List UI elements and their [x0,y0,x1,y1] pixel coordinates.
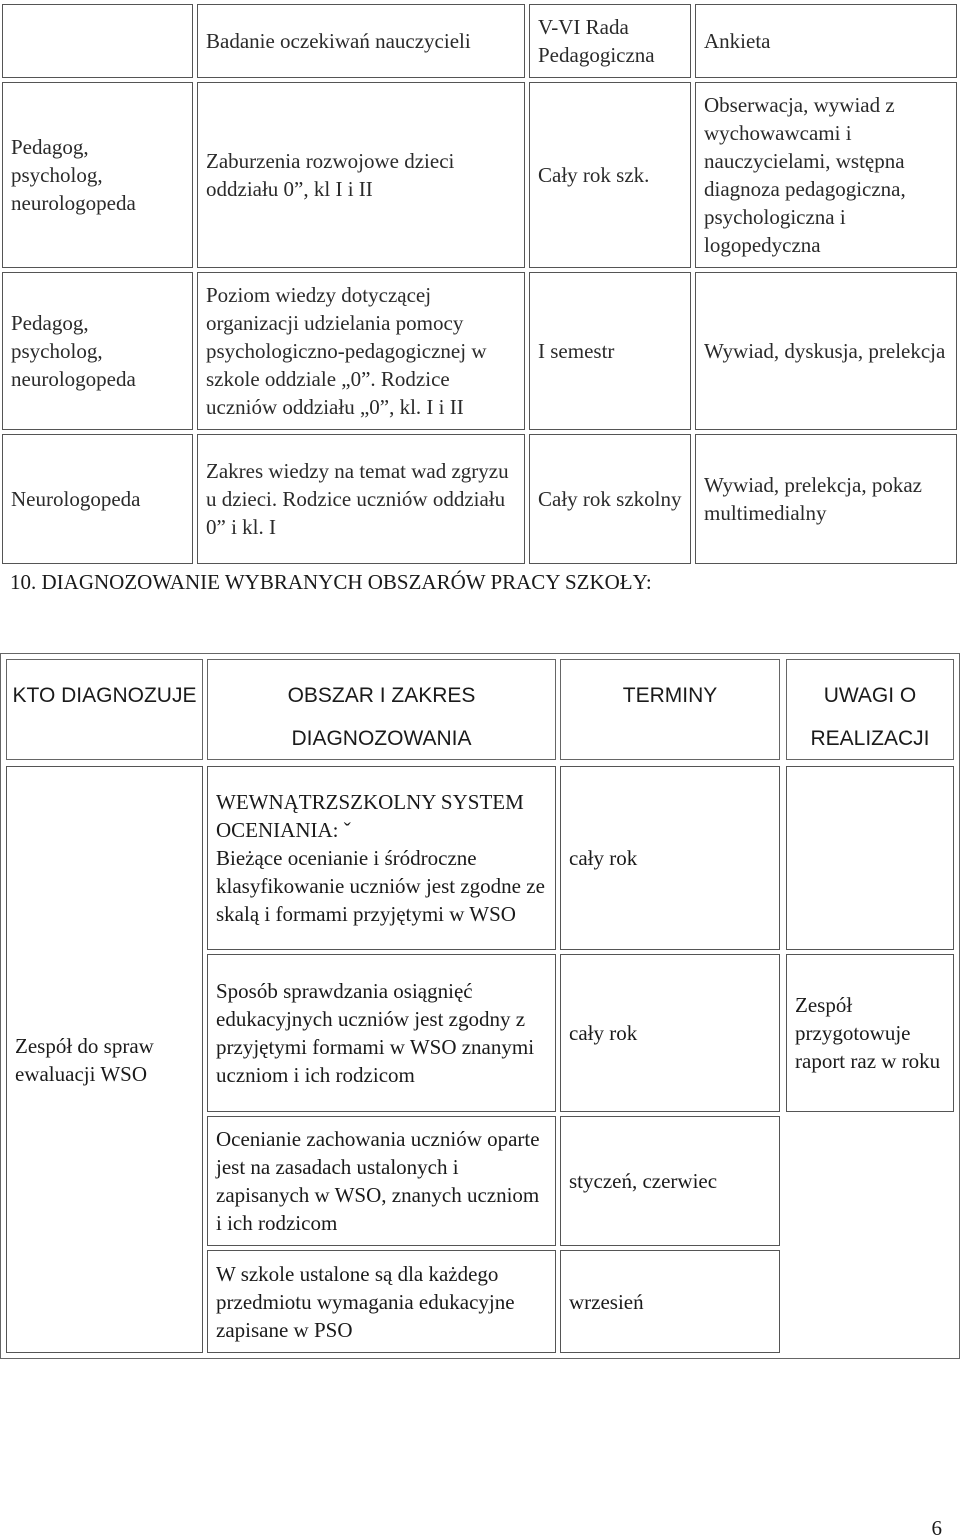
notes-cell-empty-top [786,766,954,950]
area-row-2: Sposób sprawdzania osiągnięć edukacyjnych uczniów jest zgodny z przyjętymi formami w WSO znanymi uczniom i ich rodzicom [207,954,556,1112]
notes-cell: Zespół przygotowuje raport raz w roku [786,954,954,1112]
top-row-1-term: V-VI Rada Pedagogiczna [529,4,691,78]
top-row-2-area: Zaburzenia rozwojowe dzieci oddziału 0”, kl I i II [197,82,525,268]
top-row-2-who: Pedagog, psycholog, neurologopeda [2,82,193,268]
top-row-3-term: I semestr [529,272,691,430]
header-term: TERMINY [560,659,780,760]
term-row-3: styczeń, czerwiec [560,1116,780,1246]
area-row-1 [207,766,556,950]
top-row-1-area: Badanie oczekiwań nauczycieli [197,4,525,78]
who-cell: Zespół do spraw ewaluacji WSO [6,766,203,1353]
top-row-4-area: Zakres wiedzy na temat wad zgryzu u dzieci. Rodzice uczniów oddziału 0” i kl. I [197,434,525,564]
section-heading: 10. DIAGNOZOWANIE WYBRANYCH OBSZARÓW PRACY SZKOŁY: [10,570,652,594]
header-notes: UWAGI O REALIZACJI [786,659,954,760]
top-row-4-who: Neurologopeda [2,434,193,564]
top-row-2-term: Cały rok szk. [529,82,691,268]
area-row-1-title: WEWNĄTRZSZKOLNY SYSTEM OCENIANIA: ˇ [216,790,524,842]
term-row-4: wrzesień [560,1250,780,1353]
term-row-2: cały rok [560,954,780,1112]
top-row-3-method: Wywiad, dyskusja, prelekcja [695,272,957,430]
top-row-1-method: Ankieta [695,4,957,78]
top-row-4-method: Wywiad, prelekcja, pokaz multimedialny [695,434,957,564]
notes-cell-empty-bottom [786,1116,954,1353]
area-row-1-text: Bieżące ocenianie i śródroczne klasyfikowanie uczniów jest zgodne ze skalą i formami przyjętymi w WSO [216,846,545,926]
area-row-4: W szkole ustalone są dla każdego przedmiotu wymagania edukacyjne zapisane w PSO [207,1250,556,1353]
page-number: 6 [931,1516,942,1540]
header-who: KTO DIAGNOZUJE [6,659,203,760]
top-row-4-term: Cały rok szkolny [529,434,691,564]
top-row-3-who: Pedagog, psycholog, neurologopeda [2,272,193,430]
term-row-1: cały rok [560,766,780,950]
top-row-3-area: Poziom wiedzy dotyczącej organizacji udzielania pomocy psychologiczno-pedagogicznej w szkole oddziale „0”. Rodzice uczniów oddziału „0”, kl. I i II [197,272,525,430]
top-row-2-method: Obserwacja, wywiad z wychowawcami i nauczycielami, wstępna diagnoza pedagogiczna, psychologiczna i logopedyczna [695,82,957,268]
header-area: OBSZAR I ZAKRES DIAGNOZOWANIA [207,659,556,760]
top-row-1-who [2,4,193,78]
area-row-3: Ocenianie zachowania uczniów oparte jest na zasadach ustalonych i zapisanych w WSO, znanych uczniom i ich rodzicom [207,1116,556,1246]
